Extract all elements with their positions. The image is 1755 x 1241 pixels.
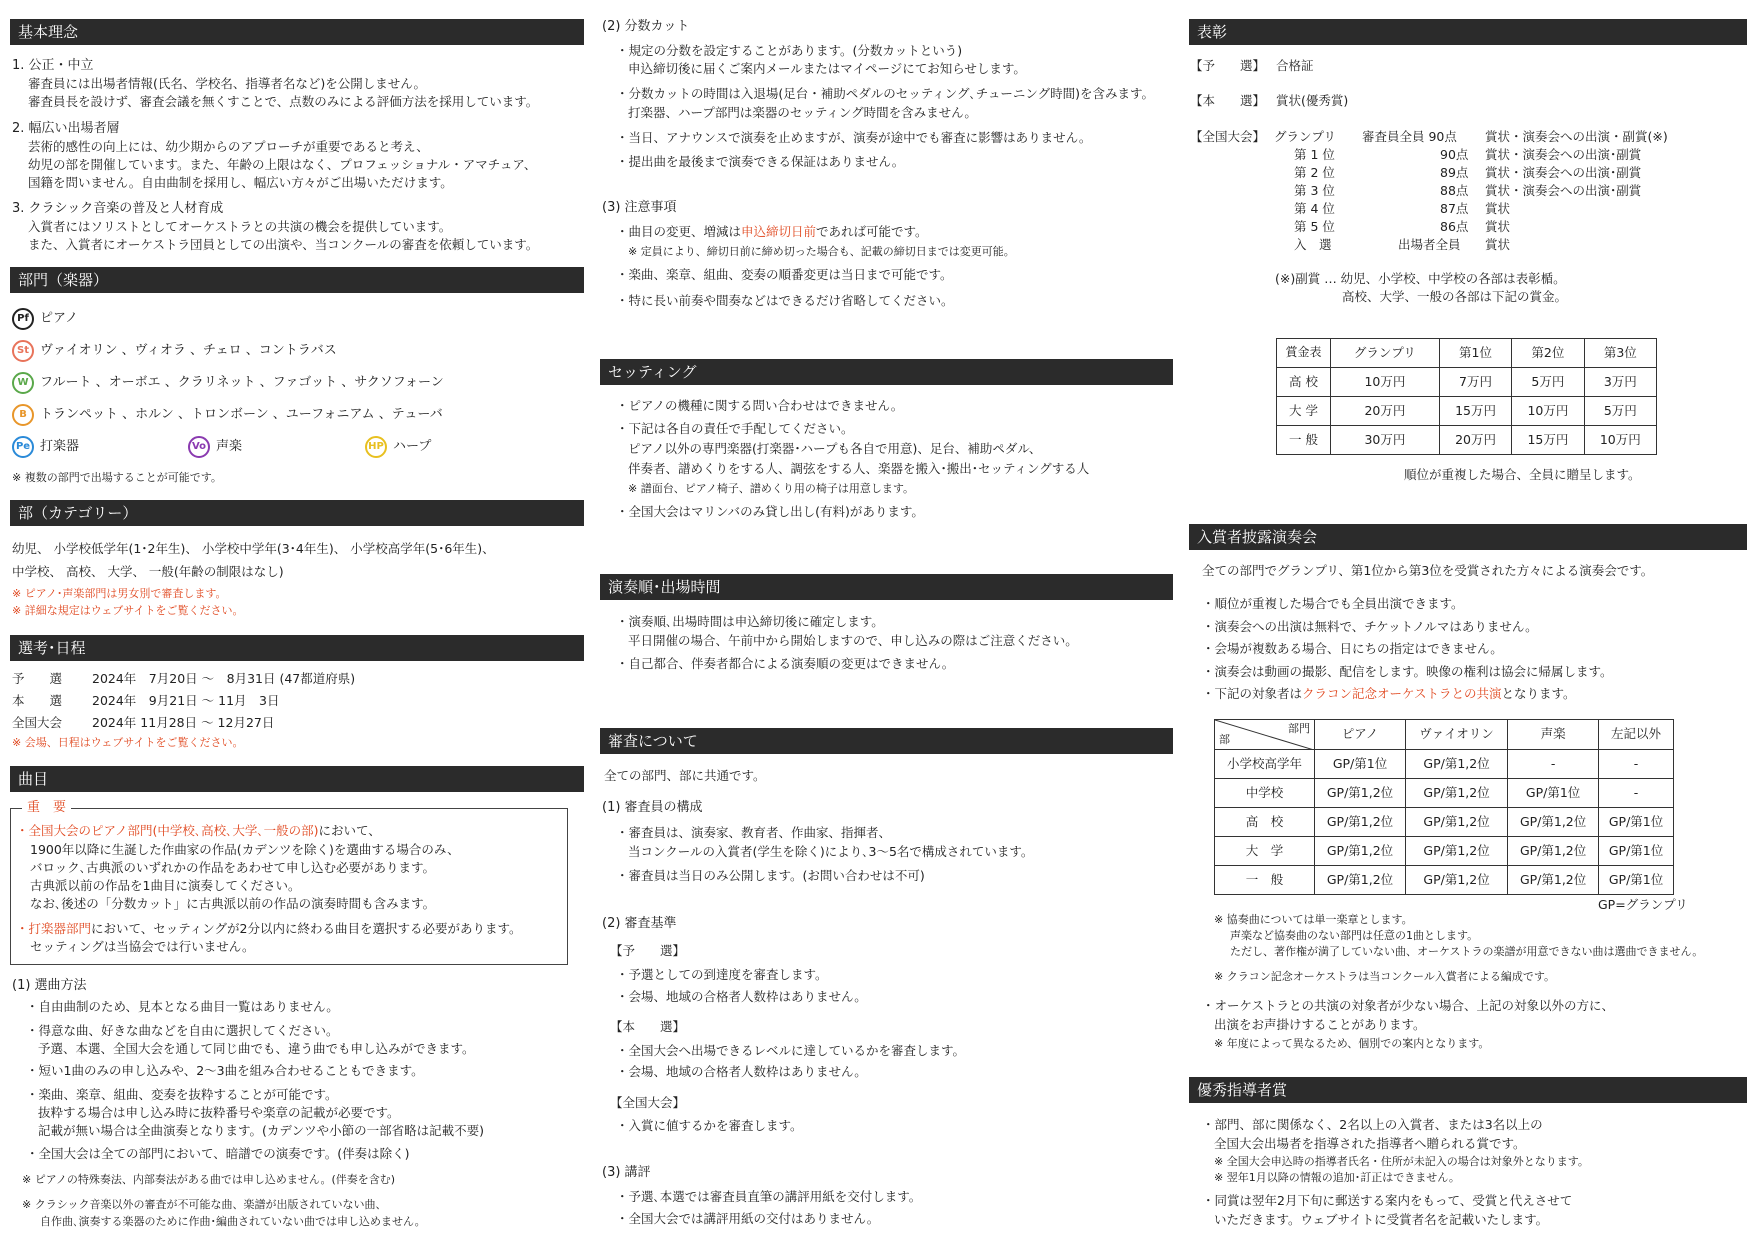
section-hiro-header: 入賞者披露演奏会 bbox=[1189, 524, 1747, 550]
shinsa-intro: 全ての部門、部に共通です。 bbox=[604, 768, 766, 783]
hiro-line: ・演奏会への出演は無料で、チケットノルマはありません。 bbox=[1202, 619, 1538, 634]
kihon-item2-line: 幼児の部を開催しています。また、年齢の上限はなく、プロフェッショナル・アマチュア、 bbox=[28, 157, 537, 172]
chui-line: ・楽曲、楽章、組曲、変奏の順番変更は当日まで可能です。 bbox=[616, 267, 953, 282]
prize-cell: 7万円 bbox=[1439, 368, 1511, 397]
instrument-label: トランペット 、ホルン 、トロンボーン 、ユーフォニアム 、テューバ bbox=[40, 406, 443, 422]
section-bu-header: 部（カテゴリー） bbox=[10, 500, 584, 526]
shinsa-line: ・入賞に値するかを審査します。 bbox=[616, 1118, 803, 1133]
kihon-item1-heading: 1. 公正・中立 bbox=[12, 58, 94, 73]
senko-date: 2024年 9月21日 〜 11月 3日 bbox=[92, 693, 280, 708]
shinsa-line: ・会場、地域の合格者人数枠はありません。 bbox=[616, 989, 867, 1004]
orchestra-row-label: 小学校高学年 bbox=[1215, 750, 1315, 779]
hiro-intro: 全ての部門でグランプリ、第1位から第3位を受賞された方々による演奏会です。 bbox=[1202, 563, 1654, 578]
hyosho-honsen-label: 【本 選】 bbox=[1190, 93, 1266, 108]
chui-text: であれば可能です。 bbox=[816, 224, 928, 239]
orchestra-header-cell: 左記以外 bbox=[1599, 720, 1674, 750]
orchestra-cell: GP/第1,2位 bbox=[1508, 808, 1599, 837]
award-score: 審査員全員 90点 bbox=[1362, 129, 1457, 144]
corner-bu: 部 bbox=[1219, 733, 1230, 747]
shinsa-line: ・審査員は、演奏家、教育者、作曲家、指揮者、 bbox=[616, 825, 892, 840]
section-setting-header: セッティング bbox=[600, 359, 1173, 385]
kihon-item1-line: 審査員には出場者情報(氏名、学校名、指導者名など)を公開しません。 bbox=[28, 76, 427, 91]
instrument-woodwind bbox=[12, 372, 444, 394]
instrument-label: ヴァイオリン 、ヴィオラ 、チェロ 、コントラバス bbox=[40, 342, 337, 358]
prize-note: 順位が重複した場合、全員に贈呈します。 bbox=[1404, 467, 1641, 482]
corner-bumon: 部門 bbox=[1288, 722, 1310, 735]
orchestra-corner-cell bbox=[1215, 720, 1315, 750]
gp-note: GP=グランプリ bbox=[1598, 897, 1688, 912]
award-score: 90点 bbox=[1440, 147, 1469, 162]
bumon-note: ※ 複数の部門で出場することが可能です。 bbox=[12, 471, 222, 484]
orchestra-row-label: 一 般 bbox=[1215, 866, 1315, 895]
setting-line: 伴奏者、譜めくりをする人、調弦をする人、楽器を搬入･搬出･セッティングする人 bbox=[628, 461, 1090, 476]
orchestra-header-cell: 声楽 bbox=[1508, 720, 1599, 750]
orchestra-cell: GP/第1位 bbox=[1315, 750, 1406, 779]
orchestra-row-label: 高 校 bbox=[1215, 808, 1315, 837]
instrument-label: ピアノ bbox=[40, 310, 78, 326]
instrument-label: フルート 、オーボエ 、クラリネット 、ファゴット 、サクソフォーン bbox=[40, 374, 444, 390]
shinsa-kosei-heading: (1) 審査員の構成 bbox=[602, 800, 703, 815]
shinsa-line: ・全国大会では講評用紙の交付はありません。 bbox=[616, 1211, 880, 1226]
setting-line: ピアノ以外の専門楽器(打楽器･ハープも各自で用意)、足台、補助ペダル、 bbox=[628, 441, 1042, 456]
award-rank: 入 選 bbox=[1294, 237, 1332, 252]
award-prize: 賞状・演奏会への出演・副賞(※) bbox=[1485, 129, 1668, 144]
prize-table bbox=[1276, 338, 1657, 455]
cut-line: ・規定の分数を設定することがあります。(分数カットという) bbox=[616, 43, 963, 58]
award-score: 87点 bbox=[1440, 201, 1469, 216]
instrument-brass bbox=[12, 404, 443, 426]
important-line: バロック､古典派のいずれかの作品をあわせて申し込む必要があります。 bbox=[30, 860, 436, 875]
cut-line: 打楽器、ハープ部門は楽器のセッティング時間を含みません。 bbox=[628, 105, 977, 120]
yushu-note: ※ 全国大会申込時の指導者氏名・住所が未記入の場合は対象外となります。 bbox=[1214, 1155, 1589, 1168]
prize-row-label: 大 学 bbox=[1277, 397, 1331, 426]
section-yushu-header: 優秀指導者賞 bbox=[1189, 1077, 1747, 1103]
important-rest: において、 bbox=[318, 823, 381, 838]
chui-line: ・特に長い前奏や間奏などはできるだけ省略してください。 bbox=[616, 293, 954, 308]
bu-note: ※ 詳細な規定はウェブサイトをご覧ください。 bbox=[12, 604, 244, 617]
kihon-item3-heading: 3. クラシック音楽の普及と人材育成 bbox=[12, 201, 224, 216]
orchestra-cell: GP/第1,2位 bbox=[1315, 837, 1406, 866]
important-line: セッティングは当協会では行いません。 bbox=[30, 939, 255, 954]
chui-heading: (3) 注意事項 bbox=[602, 200, 677, 215]
hiro-text: ・下記の対象者は bbox=[1202, 686, 1303, 701]
shinsa-line: ・審査員は当日のみ公開します。(お問い合わせは不可) bbox=[616, 868, 925, 883]
orchestra-cell: GP/第1,2位 bbox=[1315, 779, 1406, 808]
award-prize: 賞状・演奏会への出演･副賞 bbox=[1485, 147, 1642, 162]
important-line: 古典派以前の作品を1曲目に演奏してください。 bbox=[30, 878, 301, 893]
yushu-line: いただきます。ウェブサイトに受賞者名を記載いたします。 bbox=[1214, 1212, 1549, 1227]
kyokumoku-note: 自作曲､演奏する楽器のために作曲･編曲されていない曲では申し込めません。 bbox=[40, 1215, 426, 1228]
orchestra-cell: GP/第1,2位 bbox=[1315, 866, 1406, 895]
bu-line: 中学校、 高校、 大学、 一般(年齢の制限はなし) bbox=[12, 564, 284, 579]
kihon-item3-line: 入賞者にはソリストとしてオーケストラとの共演の機会を提供しています。 bbox=[28, 219, 452, 234]
prize-cell: 30万円 bbox=[1331, 426, 1440, 455]
award-score: 86点 bbox=[1440, 219, 1469, 234]
orchestra-cell: GP/第1位 bbox=[1599, 866, 1674, 895]
important-line bbox=[16, 920, 521, 938]
award-score: 89点 bbox=[1440, 165, 1469, 180]
hiro-line: ・会場が複数ある場合、日にちの指定はできません。 bbox=[1202, 641, 1503, 656]
kihon-item2-heading: 2. 幅広い出場者層 bbox=[12, 121, 120, 136]
percussion-icon: Pe bbox=[12, 436, 34, 458]
kihon-item2-line: 国籍を問いません。自由曲制を採用し、幅広い方々がご出場いただけます。 bbox=[28, 175, 453, 190]
instrument-piano bbox=[12, 308, 78, 330]
orchestra-cell: GP/第1,2位 bbox=[1406, 866, 1508, 895]
award-score: 88点 bbox=[1440, 183, 1469, 198]
section-shinsa-header: 審査について bbox=[600, 728, 1173, 754]
vocal-icon: Vo bbox=[188, 436, 210, 458]
hyosho-yosen-label: 【予 選】 bbox=[1190, 58, 1266, 73]
hiro-extra-note: ※ 年度によって異なるため、個別での案内となります。 bbox=[1214, 1037, 1490, 1050]
orchestra-header-cell: ピアノ bbox=[1315, 720, 1406, 750]
bu-line: 幼児、 小学校低学年(1･2年生)、 小学校中学年(3･4年生)、 小学校高学年(5･6年生)、 bbox=[12, 541, 495, 556]
yushu-line: ・部門、部に関係なく、2名以上の入賞者、または3名以上の bbox=[1202, 1117, 1543, 1132]
senkyoku-line: ・自由曲制のため、見本となる曲目一覧はありません。 bbox=[26, 999, 339, 1014]
section-kyokumoku-header: 曲目 bbox=[10, 766, 584, 792]
orchestra-cell: GP/第1,2位 bbox=[1406, 750, 1508, 779]
orchestra-table bbox=[1214, 719, 1674, 895]
orchestra-cell: GP/第1位 bbox=[1508, 779, 1599, 808]
cut-heading: (2) 分数カット bbox=[602, 19, 690, 34]
prize-cell: 15万円 bbox=[1512, 426, 1584, 455]
orchestra-cell: GP/第1,2位 bbox=[1315, 808, 1406, 837]
shinsa-line: 当コンクールの入賞者(学生を除く)により､3〜5名で構成されています。 bbox=[628, 844, 1034, 859]
important-label: 重 要 bbox=[22, 799, 71, 818]
section-bumon-header: 部門（楽器） bbox=[10, 267, 584, 293]
senko-label: 予 選 bbox=[12, 671, 63, 686]
award-prize: 賞状 bbox=[1485, 201, 1511, 216]
instrument-percussion bbox=[12, 436, 79, 458]
setting-note: ※ 譜面台、ピアノ椅子、譜めくり用の椅子は用意します。 bbox=[628, 482, 914, 495]
senkyoku-line: 予選、本選、全国大会を通して同じ曲でも、違う曲でも申し込みができます。 bbox=[38, 1041, 475, 1056]
kyokumoku-note: ※ クラシック音楽以外の審査が不可能な曲、楽譜が出版されていない曲、 bbox=[22, 1198, 387, 1211]
award-prize: 賞状・演奏会への出演･副賞 bbox=[1485, 165, 1642, 180]
senkyoku-line: ・全国大会は全ての部門において、暗譜での演奏です。(伴奏は除く) bbox=[26, 1146, 410, 1161]
prize-header-cell: 第2位 bbox=[1512, 339, 1584, 368]
bu-note: ※ ピアノ･声楽部門は男女別で審査します。 bbox=[12, 587, 227, 600]
orchestra-cell: GP/第1位 bbox=[1599, 808, 1674, 837]
prize-cell: 10万円 bbox=[1584, 426, 1656, 455]
senko-date: 2024年 7月20日 〜 8月31日 (47都道府県) bbox=[92, 671, 356, 686]
prize-cell: 10万円 bbox=[1331, 368, 1440, 397]
chui-red: 申込締切日前 bbox=[741, 224, 817, 239]
prize-header-cell: 第1位 bbox=[1439, 339, 1511, 368]
hiro-note: ただし、著作権が満了していない曲、オーケストラの楽譜が用意できない曲は選曲できません。 bbox=[1230, 945, 1704, 958]
hyosho-zenkoku-label: 【全国大会】 bbox=[1190, 129, 1266, 144]
award-prize: 賞状 bbox=[1485, 219, 1511, 234]
prize-cell: 10万円 bbox=[1512, 397, 1584, 426]
hyosho-honsen-value: 賞状(優秀賞) bbox=[1276, 93, 1349, 108]
award-rank: グランプリ bbox=[1274, 129, 1337, 144]
orchestra-header-cell: ヴァイオリン bbox=[1406, 720, 1508, 750]
senkyoku-line: ・短い1曲のみの申し込みや、2〜3曲を組み合わせることもできます。 bbox=[26, 1063, 424, 1078]
important-line: なお､後述の「分数カット」に古典派以前の作品の演奏時間も含みます。 bbox=[30, 896, 436, 911]
section-ensou-header: 演奏順･出場時間 bbox=[600, 574, 1173, 600]
chui-note: ※ 定員により、締切日前に締め切った場合も、記載の締切日までは変更可能。 bbox=[628, 245, 1015, 258]
section-hyosho-header: 表彰 bbox=[1189, 19, 1747, 45]
shinsa-line: ・予選､本選では審査員直筆の講評用紙を交付します。 bbox=[616, 1189, 922, 1204]
shinsa-yosen-label: 【予 選】 bbox=[610, 943, 686, 958]
senko-date: 2024年 11月28日 〜 12月27日 bbox=[92, 715, 275, 730]
instrument-strings bbox=[12, 340, 337, 362]
hiro-note: ※ クラコン記念オーケストラは当コンクール入賞者による編成です。 bbox=[1214, 970, 1555, 983]
award-rank: 第 5 位 bbox=[1294, 219, 1335, 234]
setting-line: ・全国大会はマリンバのみ貸し出し(有料)があります。 bbox=[616, 504, 924, 519]
senko-label: 全国大会 bbox=[12, 715, 63, 730]
award-rank: 第 1 位 bbox=[1294, 147, 1335, 162]
senkyoku-line: 抜粋する場合は申し込み時に抜粋番号や楽章の記載が必要です。 bbox=[38, 1105, 400, 1120]
important-line: 1900年以降に生誕した作曲家の作品(カデンツを除く)を選曲する場合のみ、 bbox=[30, 842, 460, 857]
brass-icon: B bbox=[12, 404, 34, 426]
hiro-line: ・順位が重複した場合でも全員出演できます。 bbox=[1202, 596, 1464, 611]
setting-line: ・下記は各自の責任で手配してください。 bbox=[616, 421, 854, 436]
prize-header-cell: 第3位 bbox=[1584, 339, 1656, 368]
kyokumoku-note: ※ ピアノの特殊奏法、内部奏法がある曲では申し込めません。(伴奏を含む) bbox=[22, 1173, 396, 1186]
hiro-red: クラコン記念オーケストラとの共演 bbox=[1302, 686, 1502, 701]
orchestra-row-label: 大 学 bbox=[1215, 837, 1315, 866]
prize-cell: 20万円 bbox=[1331, 397, 1440, 426]
harp-icon: HP bbox=[365, 436, 387, 458]
woodwind-icon: W bbox=[12, 372, 34, 394]
orchestra-cell: - bbox=[1599, 750, 1674, 779]
orchestra-cell: - bbox=[1508, 750, 1599, 779]
prize-cell: 20万円 bbox=[1439, 426, 1511, 455]
ensou-line: ・演奏順､出場時間は申込締切後に確定します。 bbox=[616, 614, 884, 629]
yushu-note: ※ 翌年1月以降の情報の追加･訂正はできません。 bbox=[1214, 1171, 1460, 1184]
orchestra-cell: GP/第1,2位 bbox=[1406, 808, 1508, 837]
prize-row-label: 高 校 bbox=[1277, 368, 1331, 397]
orchestra-cell: GP/第1,2位 bbox=[1508, 866, 1599, 895]
hiro-line: ・演奏会は動画の撮影、配信をします。映像の権利は協会に帰属します。 bbox=[1202, 664, 1613, 679]
prize-cell: 15万円 bbox=[1439, 397, 1511, 426]
prize-cell: 3万円 bbox=[1584, 368, 1656, 397]
ensou-line: 平日開催の場合、午前中から開始しますので、申し込みの際はご注意ください。 bbox=[628, 633, 1078, 648]
senko-label: 本 選 bbox=[12, 693, 63, 708]
yushu-line: 全国大会出場者を指導された指導者へ贈られる賞です。 bbox=[1214, 1136, 1526, 1151]
kihon-item1-line: 審査員長を設けず、審査会議を無くすことで、点数のみによる評価方法を採用しています。 bbox=[28, 94, 539, 109]
fukusho-note: 高校、大学、一般の各部は下記の賞金。 bbox=[1342, 289, 1568, 304]
instrument-harp bbox=[365, 436, 431, 458]
senkyoku-line: 記載が無い場合は全曲演奏となります。(カデンツや小節の一部省略は記載不要) bbox=[38, 1123, 485, 1138]
chui-text: ・曲目の変更、増減は bbox=[616, 224, 742, 239]
shinsa-line: ・予選としての到達度を審査します。 bbox=[616, 967, 828, 982]
cut-line: ・分数カットの時間は入退場(足台・補助ペダルのセッティング､チューニング時間)を含みます。 bbox=[616, 86, 1155, 101]
important-red: ・全国大会のピアノ部門(中学校､高校､大学､一般の部) bbox=[16, 823, 319, 838]
hiro-text: となります。 bbox=[1501, 686, 1576, 701]
award-rank: 第 4 位 bbox=[1294, 201, 1335, 216]
orchestra-cell: - bbox=[1599, 779, 1674, 808]
orchestra-row-label: 中学校 bbox=[1215, 779, 1315, 808]
setting-line: ・ピアノの機種に関する問い合わせはできません。 bbox=[616, 398, 904, 413]
piano-icon: Pf bbox=[12, 308, 34, 330]
kihon-item3-line: また、入賞者にオーケストラ団員としての出演や、当コンクールの審査を依頼しています。 bbox=[28, 237, 539, 252]
prize-header-cell: 賞金表 bbox=[1277, 339, 1331, 368]
cut-line: ・当日、アナウンスで演奏を止めますが、演奏が途中でも審査に影響はありません。 bbox=[616, 130, 1092, 145]
hiro-extra: ・オーケストラとの共演の対象者が少ない場合、上記の対象以外の方に、 bbox=[1202, 998, 1615, 1013]
section-kihon-header: 基本理念 bbox=[10, 19, 584, 45]
strings-icon: St bbox=[12, 340, 34, 362]
cut-line: 申込締切後に届くご案内メールまたはマイページにてお知らせします。 bbox=[628, 61, 1026, 76]
prize-row-label: 一 般 bbox=[1277, 426, 1331, 455]
important-rest: において、セッティングが2分以内に終わる曲目を選択する必要があります。 bbox=[91, 921, 522, 936]
shinsa-line: ・会場、地域の合格者人数枠はありません。 bbox=[616, 1064, 867, 1079]
instrument-vocal bbox=[188, 436, 242, 458]
senko-note: ※ 会場、日程はウェブサイトをご覧ください。 bbox=[12, 736, 244, 749]
prize-cell: 5万円 bbox=[1584, 397, 1656, 426]
shinsa-kohyo-heading: (3) 講評 bbox=[602, 1165, 651, 1180]
hiro-line bbox=[1202, 685, 1576, 703]
award-rank: 第 2 位 bbox=[1294, 165, 1335, 180]
hiro-extra: 出演をお声掛けすることがあります。 bbox=[1214, 1017, 1426, 1032]
prize-cell: 5万円 bbox=[1512, 368, 1584, 397]
important-red: ・打楽器部門 bbox=[16, 921, 92, 936]
shinsa-kijun-heading: (2) 審査基準 bbox=[602, 916, 677, 931]
instrument-label: 声楽 bbox=[216, 438, 243, 454]
orchestra-cell: GP/第1,2位 bbox=[1406, 779, 1508, 808]
shinsa-zenkoku-label: 【全国大会】 bbox=[610, 1095, 686, 1110]
kihon-item2-line: 芸術的感性の向上には、幼少期からのアプローチが重要であると考え、 bbox=[28, 139, 429, 154]
award-score: 出場者全員 bbox=[1398, 237, 1461, 252]
ensou-line: ・自己都合、伴奏者都合による演奏順の変更はできません。 bbox=[616, 656, 955, 671]
chui-line bbox=[616, 223, 928, 241]
award-prize: 賞状・演奏会への出演･副賞 bbox=[1485, 183, 1642, 198]
senkyoku-line: ・得意な曲、好きな曲などを自由に選択してください。 bbox=[26, 1023, 339, 1038]
senkyoku-line: ・楽曲、楽章、組曲、変奏を抜粋することが可能です。 bbox=[26, 1087, 338, 1102]
prize-header-cell: グランプリ bbox=[1331, 339, 1440, 368]
shinsa-line: ・全国大会へ出場できるレベルに達しているかを審査します。 bbox=[616, 1043, 966, 1058]
shinsa-honsen-label: 【本 選】 bbox=[610, 1019, 686, 1034]
hyosho-yosen-value: 合格証 bbox=[1276, 58, 1314, 73]
instrument-label: ハープ bbox=[393, 438, 432, 454]
section-senko-header: 選考･日程 bbox=[10, 635, 584, 661]
yushu-line: ・同賞は翌年2月下旬に郵送する案内をもって、受賞と代えさせて bbox=[1202, 1193, 1573, 1208]
award-rank: 第 3 位 bbox=[1294, 183, 1335, 198]
orchestra-cell: GP/第1,2位 bbox=[1508, 837, 1599, 866]
hiro-note: 声楽など協奏曲のない部門は任意の1曲とします。 bbox=[1230, 929, 1479, 942]
important-line bbox=[16, 822, 381, 840]
hiro-note: ※ 協奏曲については単一楽章とします。 bbox=[1214, 913, 1413, 926]
award-prize: 賞状 bbox=[1485, 237, 1511, 252]
fukusho-note: (※)副賞 … 幼児、小学校、中学校の各部は表彰楯。 bbox=[1275, 271, 1566, 286]
cut-line: ・提出曲を最後まで演奏できる保証はありません。 bbox=[616, 154, 905, 169]
orchestra-cell: GP/第1位 bbox=[1599, 837, 1674, 866]
senkyoku-heading: (1) 選曲方法 bbox=[12, 978, 87, 993]
instrument-label: 打楽器 bbox=[40, 438, 80, 454]
orchestra-cell: GP/第1,2位 bbox=[1406, 837, 1508, 866]
